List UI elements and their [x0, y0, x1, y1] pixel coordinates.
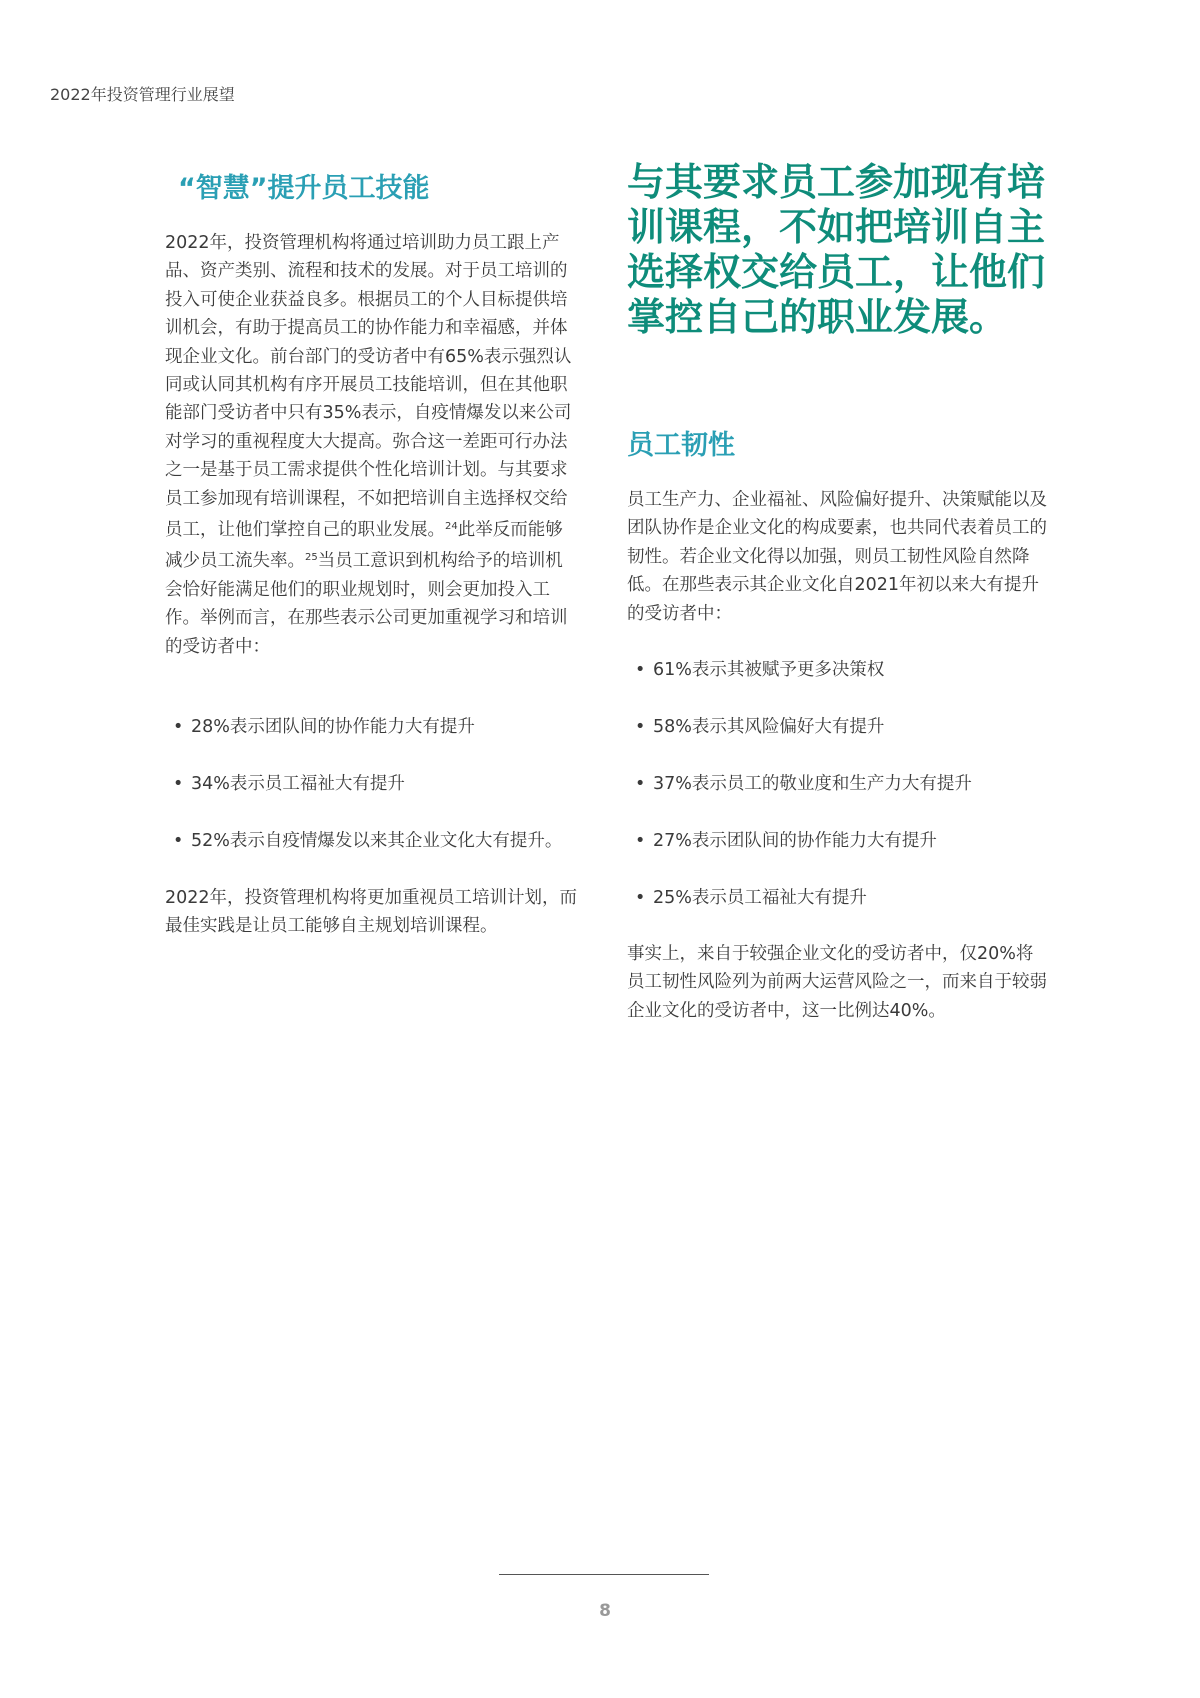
list-item	[627, 713, 1057, 770]
bullet-icon: •	[635, 831, 646, 851]
footnote-ref[interactable]: 25	[305, 552, 318, 564]
list-item-text: 28%表示团队间的协作能力大有提升	[191, 717, 475, 737]
bullet-icon: •	[635, 888, 646, 908]
footnote-ref[interactable]: 24	[445, 521, 458, 533]
bullet-icon: •	[635, 660, 646, 680]
left-closing-paragraph: 2022年，投资管理机构将更加重视员工培训计划，而最佳实践是让员工能够自主规划培训课程。	[165, 888, 578, 937]
right-closing-paragraph: 事实上，来自于较强企业文化的受访者中，仅20%将员工韧性风险列为前两大运营风险之一，而来自于较弱企业文化的受访者中，这一比例达40%。	[627, 944, 1047, 1021]
list-item-text: 34%表示员工福祉大有提升	[191, 774, 405, 794]
pull-quote: 与其要求员工参加现有培训课程，不如把培训自主选择权交给员工，让他们掌控自己的职业发展。	[627, 160, 1046, 339]
page-number: 8	[599, 1601, 611, 1621]
list-item	[165, 827, 595, 884]
bullet-icon: •	[173, 774, 184, 794]
list-item	[627, 770, 1057, 827]
bullet-icon: •	[635, 774, 646, 794]
list-item	[627, 656, 1057, 713]
list-item-text: 61%表示其被赋予更多决策权	[653, 660, 885, 680]
list-item-text: 52%表示自疫情爆发以来其企业文化大有提升。	[191, 831, 563, 851]
footer-divider	[499, 1574, 709, 1575]
right-bullet-list	[627, 656, 1057, 941]
bullet-icon: •	[173, 717, 184, 737]
list-item	[627, 884, 1057, 941]
list-item-text: 25%表示员工福祉大有提升	[653, 888, 867, 908]
left-body-paragraph	[165, 229, 580, 661]
right-body-paragraph: 员工生产力、企业福祉、风险偏好提升、决策赋能以及团队协作是企业文化的构成要素，也共同代表着员工的韧性。若企业文化得以加强，则员工韧性风险自然降低。在那些表示其企业文化自2021年初以来大有提升的受访者中：	[627, 490, 1047, 624]
section-heading-skills: “智慧”提升员工技能	[178, 173, 430, 204]
bullet-icon: •	[173, 831, 184, 851]
list-item-text: 27%表示团队间的协作能力大有提升	[653, 831, 937, 851]
paragraph-text: 2022年，投资管理机构将通过培训助力员工跟上产品、资产类别、流程和技术的发展。对于员工培训的投入可使企业获益良多。根据员工的个人目标提供培训机会，有助于提高员工的协作能力和幸福感，并体现企业文化。前台部门的受访者中有65%表示强烈认同或认同其机构有序开展员工技能培训，但在其他职能部门受访者中只有35%表示，自疫情爆发以来公司对学习的重视程度大大提高。弥合这一差距可行办法之一是基于员工需求提供个性化培训计划。与其要求员工参加现有培训课程，不如把培训自主选择权交给员工，让他们掌控自己的职业发展。	[165, 233, 572, 541]
section-heading-resilience: 员工韧性	[627, 430, 735, 461]
list-item	[165, 770, 595, 827]
list-item	[165, 713, 595, 770]
paragraph-text: 此举反而能够减少员工流失率。	[165, 520, 563, 572]
list-item-text: 37%表示员工的敬业度和生产力大有提升	[653, 774, 972, 794]
running-header: 2022年投资管理行业展望	[50, 85, 235, 104]
left-bullet-list	[165, 713, 595, 884]
paragraph-text: 当员工意识到机构给予的培训机会恰好能满足他们的职业规划时，则会更加投入工作。举例而言，在那些表示公司更加重视学习和培训的受访者中：	[165, 551, 568, 657]
list-item-text: 58%表示其风险偏好大有提升	[653, 717, 885, 737]
list-item	[627, 827, 1057, 884]
bullet-icon: •	[635, 717, 646, 737]
